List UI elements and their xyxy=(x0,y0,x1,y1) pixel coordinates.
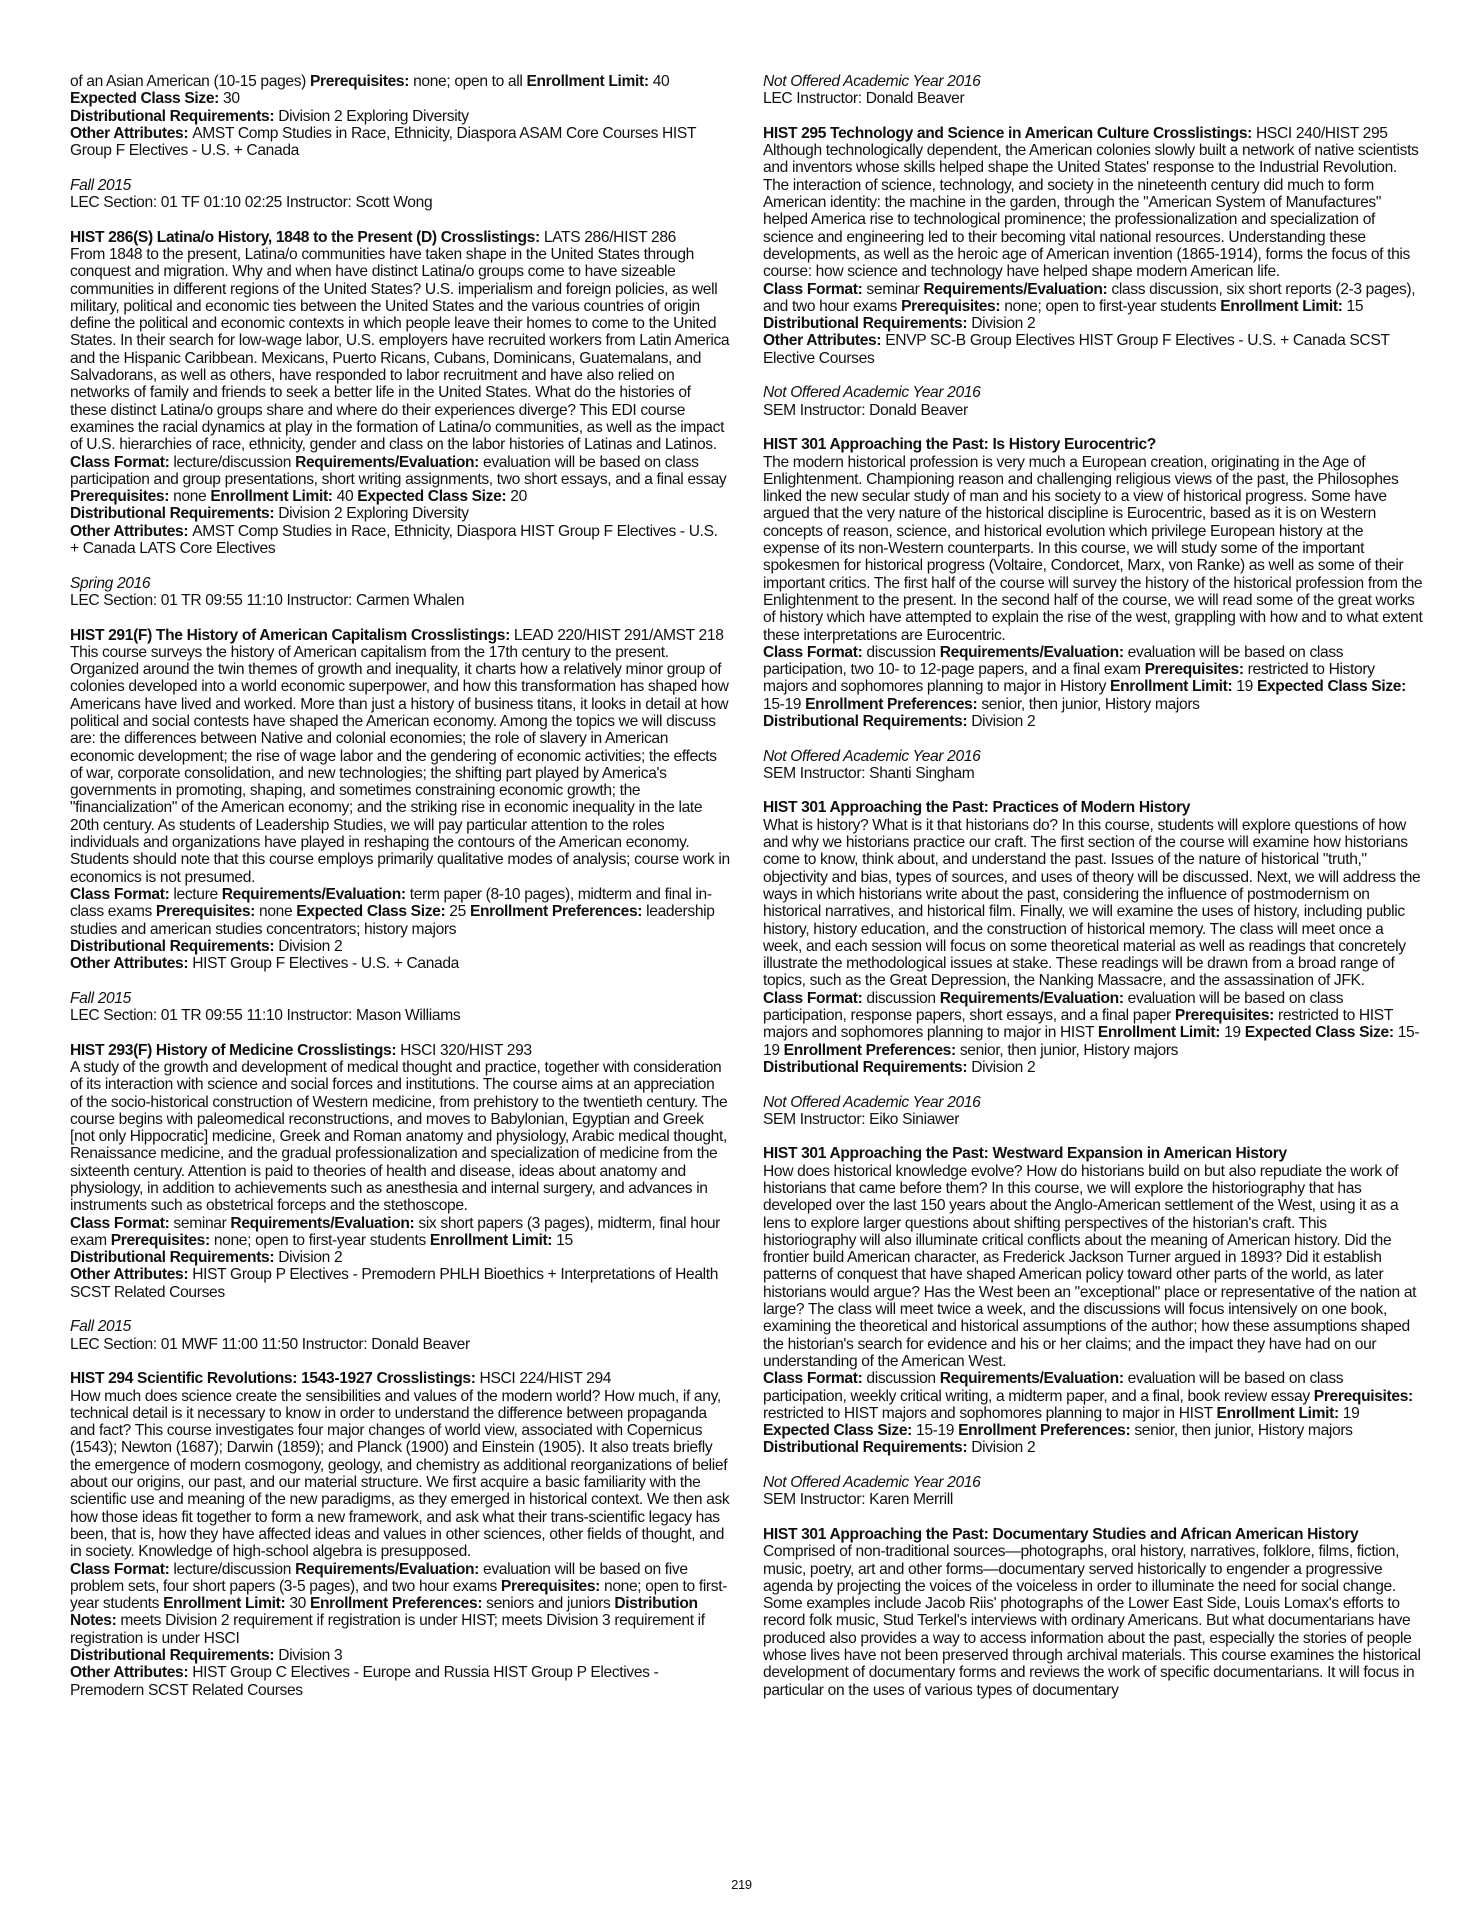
text-block xyxy=(763,384,1423,401)
text-run: leadership studies and american studies concentrators; history majors xyxy=(70,903,715,938)
text-block xyxy=(70,592,730,609)
text-run: LEC Section: 01 TR 09:55 11:10 Instructor: Mason Williams xyxy=(70,1007,461,1025)
text-block xyxy=(70,229,730,246)
text-block xyxy=(763,142,1423,280)
spacer xyxy=(70,609,730,626)
bold-label: Class Format: xyxy=(763,989,867,1007)
text-block xyxy=(70,886,730,938)
text-run: LATS 286/HIST 286 xyxy=(543,228,676,246)
bold-label: Expected Class Size: xyxy=(1256,678,1406,696)
text-block xyxy=(70,523,730,558)
text-block xyxy=(70,1664,730,1699)
text-run: discussion xyxy=(866,643,940,661)
text-block xyxy=(763,1163,1423,1371)
text-run: 19 xyxy=(1342,1404,1360,1422)
spacer xyxy=(763,730,1423,747)
text-run: 30 xyxy=(223,90,240,108)
bold-label: Other Attributes: xyxy=(70,522,193,540)
text-run: 15 xyxy=(1346,297,1364,315)
text-run: SEM Instructor: Karen Merrill xyxy=(763,1491,954,1509)
text-run: A study of the growth and development of medical thought and practice, together with consideration of its interaction with science and social forces and institutions. The course aims at an appreciation of the socio-historical construction of Western medicine, from prehistory to the twentieth century. The course begins with paleomedical reconstructions, and moves to Babylonian, Egyptian and Greek [not only Hippocratic] medicine, Greek and Roman anatomy and physiology, Arabic medical thought, Renaissance medicine, and the gradual professionalization and specialization of medicine from the sixteenth century. Attention is paid to theories of health and disease, ideas about anatomy and physiology, in addition to achievements such as anesthesia and internal surgery, and advances in instruments such as obstetrical forceps and the stethoscope. xyxy=(70,1058,728,1215)
text-run: LEC Instructor: Donald Beaver xyxy=(763,90,965,108)
bold-label: Class Format: xyxy=(763,280,867,298)
text-block xyxy=(70,627,730,644)
text-run: Division 2 xyxy=(971,1058,1036,1076)
spacer xyxy=(763,1076,1423,1093)
text-block xyxy=(70,125,730,160)
bold-label: Requirements/Evaluation: xyxy=(923,280,1112,298)
text-run: lecture/discussion xyxy=(173,453,296,471)
italic-term: Fall 2015 xyxy=(70,176,131,194)
text-run: LEAD 220/HIST 291/AMST 218 xyxy=(513,626,724,644)
bold-label: Requirements/Evaluation: xyxy=(230,1214,419,1232)
bold-label: HIST 291(F) The History of American Capitalism Crosslistings: xyxy=(70,626,514,644)
bold-label: HIST 293(F) History of Medicine Crosslistings: xyxy=(70,1041,401,1059)
spacer xyxy=(763,1509,1423,1526)
text-run: AMST Comp Studies in Race, Ethnicity, Diaspora HIST Group F Electives - U.S. + Canada LATS Core Electives xyxy=(70,522,718,558)
text-block xyxy=(70,1336,730,1353)
text-run: restricted to HIST majors and sophomores planning to major in HIST xyxy=(763,1404,1217,1422)
bold-label: HIST 286(S) Latina/o History, 1848 to the Present (D) Crosslistings: xyxy=(70,228,544,246)
bold-label: Prerequisites: xyxy=(1174,1007,1278,1025)
bold-label: Distributional Requirements: xyxy=(70,505,279,523)
text-block xyxy=(70,1561,730,1647)
text-block xyxy=(70,990,730,1007)
bold-label: Prerequisites: xyxy=(1144,661,1248,679)
text-run: class discussion, six short reports (2-3 pages), and two hour exams xyxy=(763,280,1416,315)
bold-label: Class Format: xyxy=(70,1560,174,1578)
bold-label: HIST 301 Approaching the Past: Practices of Modern History xyxy=(763,799,1191,817)
spacer xyxy=(70,159,730,176)
text-run: 40 xyxy=(652,73,670,90)
bold-label: Other Attributes: xyxy=(70,955,193,973)
text-block xyxy=(70,177,730,194)
spacer xyxy=(763,782,1423,799)
bold-label: Distribution Notes: xyxy=(70,1595,698,1630)
text-run: meets Division 2 requirement if registration is under HIST; meets Division 3 requirement if registration is under HSCI xyxy=(70,1612,705,1647)
text-block xyxy=(70,575,730,592)
bold-label: Prerequisites: xyxy=(110,1231,214,1249)
bold-label: Other Attributes: xyxy=(70,1664,193,1682)
text-block xyxy=(70,1249,730,1266)
text-run: Division 2 xyxy=(278,937,343,955)
bold-label: Enrollment Limit: xyxy=(1216,1404,1343,1422)
text-run: evaluation will be based on class participation, response papers, short essays, and a final paper xyxy=(763,989,1344,1025)
text-block xyxy=(70,1059,730,1215)
bold-label: Enrollment Preferences: xyxy=(805,695,982,713)
text-block xyxy=(763,1474,1423,1491)
text-block xyxy=(763,1370,1423,1439)
italic-term: Fall 2015 xyxy=(70,989,131,1007)
bold-label: HIST 295 Technology and Science in American Culture Crosslistings: xyxy=(763,124,1257,142)
text-block xyxy=(70,1318,730,1335)
text-run: senior, then junior, History majors xyxy=(959,1041,1179,1059)
text-block xyxy=(70,644,730,886)
text-run: SEM Instructor: Donald Beaver xyxy=(763,401,968,419)
text-run: This course surveys the history of American capitalism from the 17th century to the present. Organized around the twin themes of growth and inequality, it charts how a relatively minor group of colonies developed into a world economic superpower, and how this transformation has shaped how Americans have lived and worked. More than just a history of business titans, it looks in detail at how political and social contests have shaped the American economy. Among the topics we will discuss are: the differences between Native and colonial economies; the role of slavery in American economic development; the rise of wage labor and the gendering of economic activities; the effects of war, corporate consolidation, and new technologies; the shifting part played by America's governments in promoting, shaping, and sometimes constraining economic growth; the "financialization" of the American economy; and the striking rise in economic inequality in the late 20th century. As students of Leadership Studies, we will pay particular attention to the roles individuals and organizations have played in reshaping the contours of the American economy. Students should note that this course employs primarily qualitative modes of analysis; course work in economics is not presumed. xyxy=(70,643,730,886)
bold-label: Distributional Requirements: xyxy=(763,1439,972,1457)
text-run: none xyxy=(173,488,211,506)
text-block xyxy=(763,281,1423,316)
text-block xyxy=(763,817,1423,990)
text-block xyxy=(70,1215,730,1250)
text-run: 15-19 xyxy=(763,1024,1420,1059)
bold-label: Prerequisites: xyxy=(70,488,174,506)
text-run: AMST Comp Studies in Race, Ethnicity, Diaspora ASAM Core Courses HIST Group F Electives - U.S. + Canada xyxy=(70,124,696,160)
text-run: How does historical knowledge evolve? How do historians build on but also repudiate the work of historians that came before them? In this course, we will explore the historiography that has developed over the last 150 years about the Anglo-American settlement of the West, using it as a lens to explore larger questions about shifting perspectives of the historian's craft. This historiography will also illuminate critical conflicts about the meaning of American history. Did the frontier build American character, as Frederick Jackson Turner argued in 1893? Did it establish patterns of conquest that have shaped American policy toward other parts of the world, as later historians would argue? Has the West been an "exceptional" place or representative of the nation at large? The class will meet twice a week, and the discussions will focus intensively on one book, examining the theoretical and historical assumptions of the author; how these assumptions shaped the historian's search for evidence and his or her claims; and the impact they have had on our understanding of the American West. xyxy=(763,1162,1417,1370)
bold-label: HIST 301 Approaching the Past: Is History Eurocentric? xyxy=(763,436,1156,454)
text-run: senior, then junior, History majors xyxy=(1134,1422,1353,1440)
text-block xyxy=(763,799,1423,816)
spacer xyxy=(70,1301,730,1318)
bold-label: Distributional Requirements: xyxy=(763,1058,972,1076)
text-run: Division 2 xyxy=(278,1249,343,1267)
text-block xyxy=(70,194,730,211)
page-number: 219 xyxy=(731,1877,752,1892)
text-block xyxy=(763,748,1423,765)
text-block xyxy=(70,1042,730,1059)
bold-label: Enrollment Preferences: xyxy=(783,1041,960,1059)
bold-label: Requirements/Evaluation: xyxy=(939,989,1128,1007)
bold-label: Distributional Requirements: xyxy=(70,1249,279,1267)
text-run: HSCI 240/HIST 295 xyxy=(1256,124,1388,142)
text-block xyxy=(70,73,730,90)
bold-label: Class Format: xyxy=(70,1214,174,1232)
text-run: HSCI 320/HIST 293 xyxy=(400,1041,532,1059)
text-run: seniors and juniors xyxy=(486,1595,615,1613)
text-block xyxy=(763,1145,1423,1162)
text-run: seminar xyxy=(866,280,924,298)
text-block xyxy=(763,436,1423,453)
bold-label: Enrollment Limit: xyxy=(1097,1024,1225,1042)
text-run: discussion xyxy=(866,989,940,1007)
bold-label: HIST 301 Approaching the Past: Documentary Studies and African American History xyxy=(763,1525,1359,1543)
bold-label: HIST 301 Approaching the Past: Westward Expansion in American History xyxy=(763,1145,1287,1163)
text-run: Division 2 xyxy=(971,315,1036,333)
bold-label: Enrollment Limit: xyxy=(1220,297,1347,315)
bold-label: Enrollment Limit: xyxy=(163,1595,290,1613)
text-block xyxy=(763,1491,1423,1508)
bold-label: Enrollment Preferences: xyxy=(309,1595,487,1613)
bold-label: Enrollment Limit: xyxy=(1110,678,1237,696)
spacer xyxy=(70,1353,730,1370)
bold-label: Class Format: xyxy=(763,643,867,661)
italic-term: Not Offered Academic Year 2016 xyxy=(763,1093,981,1111)
text-run: What is history? What is it that historians do? In this course, students will explore questions of how and why we historians practice our craft. The first section of the course will examine how historians come to know, think about, and understand the past. Issues of the nature of historical "truth," objectivity and bias, types of sources, and uses of theory will be discussed. Next, we will address the ways in which historians write about the past, considering the influence of postmodernism on historical narratives, and historical film. Finally, we will examine the uses of history, including public history, history education, and the construction of historical memory. The class will meet once a week, and each session will focus on some theoretical material as well as readings that concretely illustrate the methodological issues at stake. These readings will be drawn from a broad range of topics, such as the Great Depression, the Nanking Massacre, and the assassination of JFK. xyxy=(763,816,1421,990)
text-run: evaluation will be based on five problem sets, four short papers (3-5 pages), and two hour exams xyxy=(70,1560,688,1595)
bold-label: Requirements/Evaluation: xyxy=(295,1560,484,1578)
bold-label: Class Format: xyxy=(70,885,174,903)
text-block xyxy=(763,990,1423,1059)
bold-label: Prerequisites: xyxy=(310,73,414,90)
text-run: seminar xyxy=(173,1214,231,1232)
text-block xyxy=(70,955,730,972)
text-run: LEC Section: 01 TF 01:10 02:25 Instructor: Scott Wong xyxy=(70,194,433,212)
text-run: of an Asian American (10-15 pages) xyxy=(70,73,310,90)
text-block xyxy=(763,332,1423,367)
bold-label: Prerequisites: xyxy=(155,903,260,921)
text-block xyxy=(70,90,730,107)
italic-term: Not Offered Academic Year 2016 xyxy=(763,384,981,402)
text-run: senior, then junior, History majors xyxy=(981,695,1200,713)
text-block xyxy=(763,1094,1423,1111)
spacer xyxy=(763,419,1423,436)
bold-label: Distributional Requirements: xyxy=(70,107,279,125)
text-run: 20 xyxy=(510,488,527,506)
bold-label: Enrollment Preferences: xyxy=(958,1422,1135,1440)
text-run: 40 xyxy=(336,488,358,506)
bold-label: Requirements/Evaluation: xyxy=(939,643,1128,661)
spacer xyxy=(70,211,730,228)
bold-label: Enrollment Limit: xyxy=(526,73,653,90)
text-block xyxy=(763,402,1423,419)
text-run: none; open to first-year students xyxy=(70,1577,728,1613)
text-run: SEM Instructor: Eiko Siniawer xyxy=(763,1110,960,1128)
bold-label: Distributional Requirements: xyxy=(70,937,279,955)
spacer xyxy=(70,1024,730,1041)
spacer xyxy=(70,972,730,989)
text-run: lecture xyxy=(173,885,222,903)
text-run: 30 xyxy=(289,1595,310,1613)
bold-label: Class Format: xyxy=(763,1370,867,1388)
text-run: HIST Group P Electives - Premodern PHLH Bioethics + Interpretations of Health SCST Related Courses xyxy=(70,1266,719,1301)
text-run: LEC Section: 01 MWF 11:00 11:50 Instructor: Donald Beaver xyxy=(70,1335,470,1353)
bold-label: Other Attributes: xyxy=(70,124,193,142)
text-run: 19 xyxy=(1224,1024,1245,1042)
spacer xyxy=(763,1457,1423,1474)
text-run: none; open to first-year students xyxy=(1004,297,1221,315)
text-run: From 1848 to the present, Latina/o communities have taken shape in the United States through conquest and migration. Why and when have distinct Latina/o groups come to have sizeable communities in different regions of the United States? U.S. imperialism and foreign policies, as well military, political and economic ties between the United States and the various countries of origin define the political and economic contexts in which people leave their homes to come to the United States. In their search for low-wage labor, U.S. employers have recruited workers from Latin America and the Hispanic Caribbean. Mexicans, Puerto Ricans, Cubans, Dominicans, Guatemalans, and Salvadorans, as well as others, have responded to labor recruitment and have also relied on networks of family and friends to seek a better life in the United States. What do the histories of these distinct Latina/o groups share and where do their experiences diverge? This EDI course examines the racial dynamics at play in the formation of Latina/o communities, as well as the impact of U.S. hierarchies of race, ethnicity, gender and class on the labor histories of Latinas and Latinos. xyxy=(70,245,730,454)
text-block xyxy=(763,1439,1423,1456)
text-run: discussion xyxy=(866,1370,940,1388)
spacer xyxy=(763,367,1423,384)
text-block xyxy=(763,765,1423,782)
text-run: Division 2 Exploring Diversity xyxy=(278,505,469,523)
italic-term: Not Offered Academic Year 2016 xyxy=(763,747,981,765)
text-block xyxy=(763,1526,1423,1543)
left-column xyxy=(70,73,730,1699)
text-run: The modern historical profession is very much a European creation, originating in the Age of Enlightenment. Championing reason and challenging religious views of the past, the Philosophes linked the new secular study of man and his society to a view of historical progress. Some have argued that the very nature of the historical discipline is Eurocentric, based as it is on Western concepts of reason, science, and historical evolution which privilege European history at the expense of its non-Western counterparts. In this course, we will study some of the important spokesmen for historical progress (Voltaire, Condorcet, Marx, von Ranke) as well as some of their important critics. The first half of the course will survey the history of the historical profession from the Enlightenment to the present. In the second half of the course, we will read some of the great works of history which have attempted to explain the rise of the west, grappling with how and to what extent these interpretations are Eurocentric. xyxy=(763,453,1423,644)
bold-label: Distributional Requirements: xyxy=(70,1647,279,1665)
text-run: LEC Section: 01 TR 09:55 11:10 Instructor: Carmen Whalen xyxy=(70,591,465,609)
text-block xyxy=(70,246,730,454)
text-run: HIST Group F Electives - U.S. + Canada xyxy=(192,955,459,973)
bold-label: Requirements/Evaluation: xyxy=(295,453,484,471)
text-block xyxy=(70,505,730,522)
bold-label: Prerequisites: xyxy=(901,297,1005,315)
text-run: Comprised of non-traditional sources—photographs, oral history, narratives, folklore, films, fiction, music, poetry, art and other forms—documentary served historically to engender a progressive agenda by projecting the voices of the voiceless in order to illuminate the need for social change. Some examples include Jacob Riis' photographs of the Lower East Side, Louis Lomax's efforts to record folk music, Stud Terkel's interviews with ordinary Americans. But what documentarians have produced also provides a way to access information about the past, especially the stories of people whose lives have not been preserved through archival materials. This course examines the historical development of documentary forms and reviews the work of specific documentarians. It will focus in particular on the uses of various types of documentary xyxy=(763,1543,1421,1699)
bold-label: Expected Class Size: xyxy=(70,90,223,108)
bold-label: HIST 294 Scientific Revolutions: 1543-1927 Crosslistings: xyxy=(70,1370,480,1388)
text-block xyxy=(763,454,1423,644)
text-run: SEM Instructor: Shanti Singham xyxy=(763,764,975,782)
italic-term: Not Offered Academic Year 2016 xyxy=(763,1474,981,1492)
bold-label: Distributional Requirements: xyxy=(763,712,972,730)
text-run: none xyxy=(259,903,297,921)
text-run: Division 2 xyxy=(971,1439,1036,1457)
text-block xyxy=(70,1647,730,1664)
text-run: none; open to all xyxy=(413,73,527,90)
italic-term: Not Offered Academic Year 2016 xyxy=(763,73,981,90)
text-block xyxy=(763,73,1423,90)
bold-label: Prerequisites: xyxy=(1313,1387,1413,1405)
text-block xyxy=(763,1059,1423,1076)
text-run: Division 3 xyxy=(278,1647,343,1665)
text-run: HIST Group C Electives - Europe and Russia HIST Group P Electives - Premodern SCST Related Courses xyxy=(70,1664,659,1699)
bold-label: Expected Class Size: xyxy=(296,903,450,921)
text-block xyxy=(763,125,1423,142)
text-run: evaluation will be based on class participation, two 10- to 12-page papers, and a final exam xyxy=(763,643,1344,679)
spacer xyxy=(763,1128,1423,1145)
bold-label: Other Attributes: xyxy=(70,1266,193,1284)
bold-label: Requirements/Evaluation: xyxy=(939,1370,1128,1388)
text-block xyxy=(763,1543,1423,1699)
text-run: Division 2 Exploring Diversity xyxy=(278,107,469,125)
bold-label: Expected Class Size: xyxy=(357,488,511,506)
bold-label: Enrollment Limit: xyxy=(429,1231,557,1249)
bold-label: Expected Class Size: xyxy=(1244,1024,1398,1042)
bold-label: Enrollment Preferences: xyxy=(469,903,647,921)
text-block xyxy=(70,108,730,125)
text-block xyxy=(763,90,1423,107)
text-run: evaluation will be based on class participation, weekly critical writing, a midterm paper, and a final, book review essay xyxy=(763,1370,1344,1405)
right-column xyxy=(763,73,1423,1699)
text-run: ENVP SC-B Group Electives HIST Group F Electives - U.S. + Canada SCST Elective Courses xyxy=(763,332,1390,367)
text-run: restricted to HIST majors and sophomores planning to major in HIST xyxy=(763,1007,1393,1042)
text-block xyxy=(763,644,1423,713)
text-block xyxy=(763,1111,1423,1128)
text-run: 19 xyxy=(1236,678,1257,696)
text-block xyxy=(70,1007,730,1024)
text-run: lecture/discussion xyxy=(173,1560,296,1578)
text-run: evaluation will be based on class participation and group presentations, short writing assignments, two short essays, and a final essay xyxy=(70,453,727,488)
text-run: 25 xyxy=(449,903,470,921)
bold-label: Enrollment Limit: xyxy=(210,488,337,506)
text-block xyxy=(70,1266,730,1301)
text-run: six short papers (3 pages), midterm, final hour exam xyxy=(70,1214,720,1249)
text-block xyxy=(70,938,730,955)
bold-label: Class Format: xyxy=(70,453,174,471)
text-run: How much does science create the sensibilities and values of the modern world? How much, if any, technical detail is it necessary to know in order to understand the difference between propaganda and fact? This course investigates four major changes of world view, associated with Copernicus (1543); Newton (1687); Darwin (1859); and Planck (1900) and Einstein (1905). It also treats briefly the emergence of modern cosmogony, geology, and chemistry as additional reorganizations of belief about our origins, our past, and our material structure. We first acquire a basic familiarity with the scientific use and meaning of the new paradigms, as they emerged in historical context. We then ask how those ideas fit together to form a new framework, and ask what their trans-scientific legacy has been, that is, how they have affected ideas and values in other sciences, other fields of thought, and in society. Knowledge of high-school algebra is presupposed. xyxy=(70,1387,730,1561)
bold-label: Other Attributes: xyxy=(763,332,886,350)
text-run: 15-19 xyxy=(916,1422,959,1440)
text-block xyxy=(763,315,1423,332)
text-run: term paper (8-10 pages), midterm and final in-class exams xyxy=(70,885,712,921)
text-run: Division 2 xyxy=(971,712,1036,730)
text-block xyxy=(70,1370,730,1387)
text-run: restricted to History majors and sophomores planning to major in History xyxy=(763,661,1375,696)
bold-label: Expected Class Size: xyxy=(763,1422,916,1440)
italic-term: Spring 2016 xyxy=(70,574,151,592)
bold-label: Distributional Requirements: xyxy=(763,315,972,333)
text-block xyxy=(763,713,1423,730)
text-run: Although technologically dependent, the American colonies slowly built a network of native scientists and inventors whose skills helped shape the United States' response to the Industrial Revolution. The interaction of science, technology, and society in the nineteenth century did much to form American identity: the machine in the garden, through the "American System of Manufactures" helped America rise to technological prominence; the professionalization and specialization of science and engineering led to their becoming vital national resources. Understanding these developments, as well as the heroic age of American invention (1865-1914), forms the focus of this course: how science and technology have helped shape modern American life. xyxy=(763,142,1419,281)
spacer xyxy=(763,108,1423,125)
text-run: 15-19 xyxy=(763,695,806,713)
text-block xyxy=(70,1388,730,1561)
italic-term: Fall 2015 xyxy=(70,1318,131,1336)
bold-label: Requirements/Evaluation: xyxy=(221,885,410,903)
text-run: none; open to first-year students xyxy=(213,1231,430,1249)
spacer xyxy=(70,557,730,574)
text-block xyxy=(70,454,730,506)
bold-label: Prerequisites: xyxy=(500,1577,605,1595)
text-run: 15 xyxy=(556,1231,573,1249)
text-run: HSCI 224/HIST 294 xyxy=(479,1370,612,1388)
